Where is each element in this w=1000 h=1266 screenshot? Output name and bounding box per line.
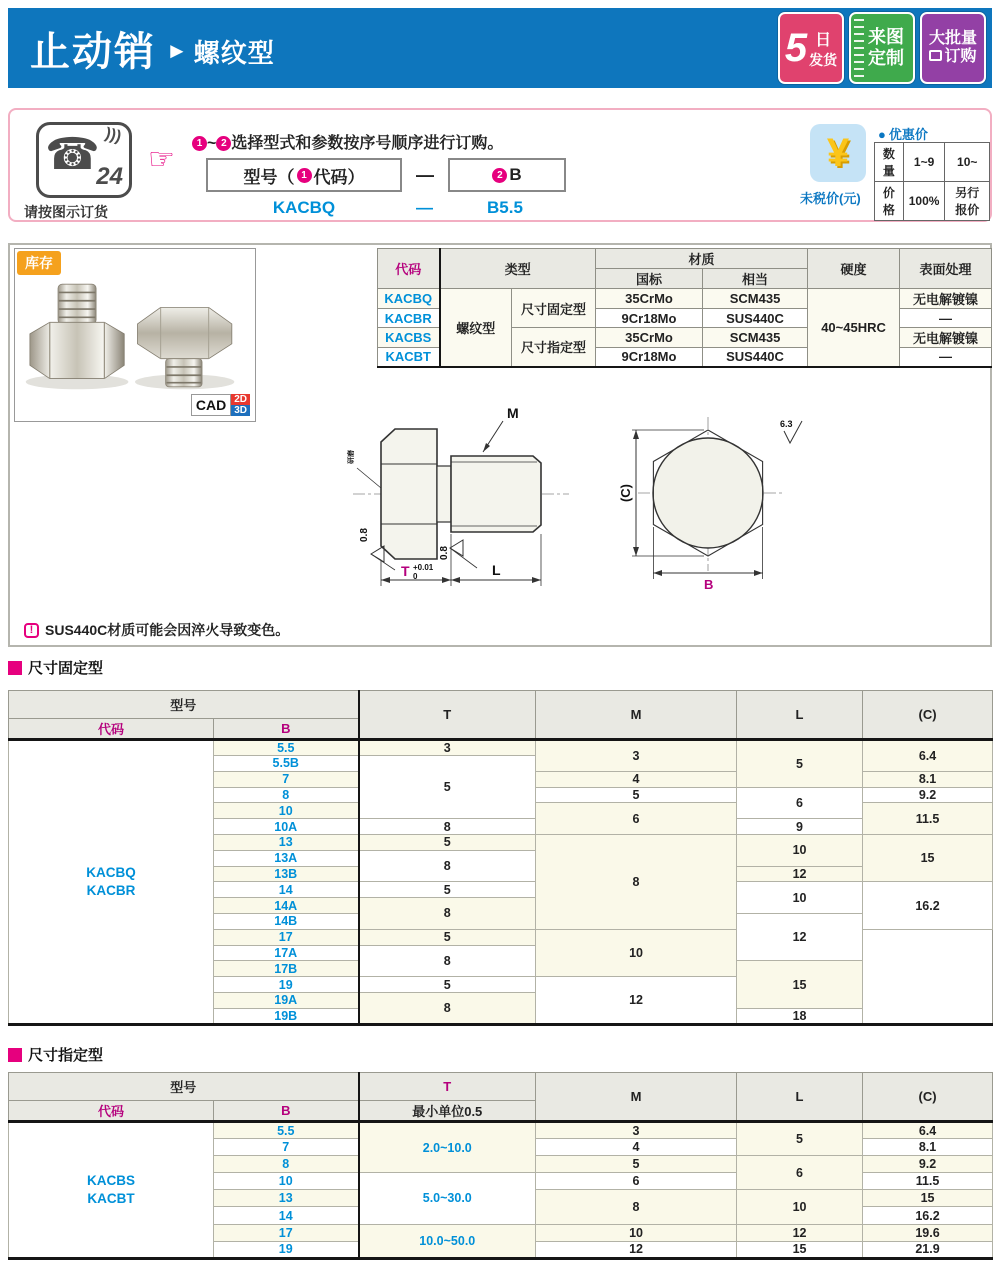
- mat-type-value: 螺纹型: [440, 289, 512, 367]
- l-value: 10: [737, 834, 863, 866]
- c-value: 16.2: [863, 882, 993, 929]
- m-value: 5: [536, 1156, 737, 1173]
- badge-bulk-line2: 订购: [944, 48, 977, 65]
- mat-code-kacbt[interactable]: KACBT: [378, 348, 440, 367]
- dim-label-l: L: [492, 562, 501, 578]
- order-by-diagram-label: 请按图示订货: [24, 204, 108, 220]
- mat-header-hardness: 硬度: [808, 249, 900, 289]
- tax-note: 未税价(元): [800, 191, 861, 206]
- cad-3d-label[interactable]: 3D: [231, 405, 250, 416]
- t2-header-t: T: [359, 1073, 536, 1101]
- cad-2d-label[interactable]: 2D: [231, 394, 250, 405]
- model-number-builder: [206, 158, 566, 192]
- qty-range-2: 10~: [945, 143, 990, 182]
- b-value[interactable]: 13: [214, 834, 359, 850]
- mat-code-kacbs[interactable]: KACBS: [378, 328, 440, 348]
- badge-bulk-order: [920, 12, 986, 84]
- t1-header-m: M: [536, 691, 737, 740]
- l-value: 12: [737, 913, 863, 960]
- t-value: 8: [359, 850, 536, 882]
- t-value: 5: [359, 977, 536, 993]
- m-value: 6: [536, 803, 737, 835]
- mat-gb: 35CrMo: [596, 289, 703, 309]
- t-value: 5: [359, 834, 536, 850]
- example-model-number: [206, 198, 564, 218]
- l-value: 10: [737, 882, 863, 914]
- param-box-label: B: [509, 165, 522, 184]
- b-value[interactable]: 5.5B: [214, 756, 359, 772]
- b-value[interactable]: 17B: [214, 961, 359, 977]
- l-value: 6: [737, 787, 863, 819]
- l-value: 5: [737, 740, 863, 788]
- telephone-icon: ☎: [45, 130, 100, 179]
- qty-range-1: 1~9: [903, 143, 945, 182]
- discount-title-text: 优惠价: [888, 127, 928, 142]
- mat-equiv: SUS440C: [703, 348, 808, 367]
- price-tile: [810, 124, 866, 182]
- dim-label-b: B: [704, 577, 714, 592]
- b-value[interactable]: 19: [214, 977, 359, 993]
- c-value: 16.2: [863, 1207, 993, 1224]
- mat-code-kacbr[interactable]: KACBR: [378, 309, 440, 328]
- l-value: 5: [737, 1122, 863, 1156]
- t-value: 8: [359, 819, 536, 835]
- signal-wave-icon: ))): [103, 125, 124, 146]
- t-value: 3: [359, 740, 536, 756]
- pointing-hand-icon: ☞: [148, 143, 175, 176]
- mat-subtype-fixed: 尺寸固定型: [512, 289, 596, 328]
- dim-label-t: T: [401, 563, 410, 579]
- l-value: 12: [737, 866, 863, 882]
- b-value[interactable]: 17A: [214, 945, 359, 961]
- cad-badge[interactable]: [191, 394, 250, 416]
- mat-subtype-specified: 尺寸指定型: [512, 328, 596, 367]
- b-value[interactable]: 13A: [214, 850, 359, 866]
- m-value: 4: [536, 1139, 737, 1156]
- discount-table: [874, 142, 990, 221]
- page-title: 止动销: [30, 29, 156, 74]
- t2-header-code: 代码: [9, 1101, 214, 1122]
- c-value: 15: [863, 834, 993, 881]
- grind-mark-label: 研磨: [348, 450, 355, 464]
- mat-gb: 9Cr18Mo: [596, 309, 703, 328]
- product-overview-box: [8, 243, 992, 647]
- page-subtitle: 螺纹型: [193, 37, 275, 68]
- badge-5day-shipping: [778, 12, 844, 84]
- cad-label[interactable]: CAD: [191, 394, 231, 416]
- mat-equiv: SUS440C: [703, 309, 808, 328]
- mat-surface: —: [900, 348, 992, 367]
- c-value: 11.5: [863, 1173, 993, 1190]
- b-value[interactable]: 19A: [214, 992, 359, 1008]
- t-value: 8: [359, 992, 536, 1024]
- t1-code-kacbq[interactable]: KACBQ: [86, 865, 136, 881]
- t1-header-t: T: [359, 691, 536, 740]
- mat-gb: 9Cr18Mo: [596, 348, 703, 367]
- t2-header-b: B: [214, 1101, 359, 1122]
- c-value: 15: [863, 1190, 993, 1207]
- note-icon: !: [24, 623, 39, 638]
- l-value: 12: [737, 1224, 863, 1241]
- product-photo: [15, 263, 255, 413]
- t2-header-l: L: [737, 1073, 863, 1122]
- order-sheet-icon: [929, 50, 942, 61]
- mat-header-equiv: 相当: [703, 269, 808, 289]
- t1-header-b: B: [214, 719, 359, 740]
- b-value[interactable]: 10A: [214, 819, 359, 835]
- m-value: 10: [536, 929, 737, 976]
- t2-code-cell[interactable]: [9, 1122, 214, 1259]
- mat-hardness-value: 40~45HRC: [808, 289, 900, 367]
- example-param: B5.5: [487, 198, 523, 217]
- b-value[interactable]: 13B: [214, 866, 359, 882]
- chamfer-left-label: 0.8: [359, 528, 370, 542]
- table-row: [9, 740, 993, 756]
- section-square-icon: [8, 1048, 22, 1062]
- model-box-post: 代码）: [313, 167, 365, 187]
- t1-code-kacbr[interactable]: KACBR: [86, 882, 136, 898]
- model-box-pre: 型号（: [243, 167, 295, 187]
- t2-header-model: 型号: [9, 1073, 359, 1101]
- t-range-value: 10.0~50.0: [359, 1224, 536, 1258]
- b-value[interactable]: 8: [214, 1156, 359, 1173]
- m-value: 3: [536, 740, 737, 772]
- qty-label: 数量: [875, 143, 904, 182]
- discount-title: [878, 124, 928, 143]
- b-value[interactable]: 14: [214, 882, 359, 898]
- b-value[interactable]: 19B: [214, 1008, 359, 1024]
- front-view-drawing: [590, 405, 815, 595]
- c-value: 8.1: [863, 771, 993, 787]
- l-value: 15: [737, 961, 863, 1008]
- specified-type-table: [8, 1072, 993, 1260]
- roughness-label: 6.3: [780, 419, 793, 429]
- section2-title: 尺寸指定型: [28, 1047, 104, 1064]
- material-note: [24, 620, 289, 640]
- m-value: 10: [536, 1224, 737, 1241]
- t-range-value: 2.0~10.0: [359, 1122, 536, 1173]
- badge-bulk-line1: 大批量: [928, 29, 977, 47]
- m-value: 6: [536, 1173, 737, 1190]
- badge-5day-number: 5: [784, 26, 808, 70]
- price-value-2: 另行报价: [945, 182, 990, 221]
- b-value[interactable]: 17: [214, 1224, 359, 1241]
- t1-header-model: 型号: [9, 691, 359, 719]
- title-arrow-icon: ►: [166, 38, 188, 63]
- l-value: 10: [737, 1190, 863, 1224]
- c-value: 21.9: [863, 1241, 993, 1258]
- t-value: 5: [359, 882, 536, 898]
- ordering-instruction: [192, 130, 503, 153]
- mat-surface: 无电解镀镍: [900, 328, 992, 348]
- yen-icon: ¥: [826, 130, 850, 175]
- b-value[interactable]: 7: [214, 771, 359, 787]
- dim-label-c: (C): [618, 483, 633, 503]
- chamfer-right-label: 0.8: [439, 546, 450, 560]
- mat-equiv: SCM435: [703, 328, 808, 348]
- bullet-icon: ●: [878, 127, 886, 142]
- t-value: 5: [359, 756, 536, 819]
- mat-code-kacbq[interactable]: KACBQ: [378, 289, 440, 309]
- side-view-drawing: [337, 402, 577, 597]
- m-value: 5: [536, 787, 737, 803]
- material-table: [377, 248, 992, 368]
- badge-5day-bottom: 发货: [809, 51, 838, 68]
- fixed-type-table: [8, 690, 993, 1026]
- l-value: 15: [737, 1241, 863, 1258]
- t1-header-l: L: [737, 691, 863, 740]
- c-value: 9.2: [863, 787, 993, 803]
- b-value[interactable]: 10: [214, 803, 359, 819]
- b-value[interactable]: 19: [214, 1241, 359, 1258]
- b-value[interactable]: 14: [214, 1207, 359, 1224]
- t2-header-t-unit: 最小单位0.5: [359, 1101, 536, 1122]
- b-value[interactable]: 14B: [214, 913, 359, 929]
- m-value: 12: [536, 1241, 737, 1258]
- b-value[interactable]: 8: [214, 787, 359, 803]
- mat-equiv: SCM435: [703, 289, 808, 309]
- t-range-value: 5.0~30.0: [359, 1173, 536, 1224]
- instruction-tilde: ~: [207, 135, 217, 152]
- mat-header-material: 材质: [596, 249, 808, 269]
- param-box-step2: 2: [492, 168, 507, 183]
- b-value[interactable]: 14A: [214, 898, 359, 914]
- mat-header-code: 代码: [378, 249, 440, 289]
- t1-code-cell[interactable]: [9, 740, 214, 1025]
- badge-custom-line1: 来图: [868, 27, 904, 48]
- section-specified-type: [8, 1044, 103, 1065]
- b-value[interactable]: 5.5: [214, 740, 359, 756]
- price-value-1: 100%: [903, 182, 945, 221]
- m-value: 12: [536, 977, 737, 1025]
- model-dash: —: [416, 164, 434, 185]
- c-value: 11.5: [863, 803, 993, 835]
- mat-header-gb: 国标: [596, 269, 703, 289]
- l-value: 9: [737, 819, 863, 835]
- product-photo-box: [14, 248, 256, 422]
- m-value: 8: [536, 1190, 737, 1224]
- instruction-text: 选择型式和参数按序号顺序进行订购。: [231, 135, 504, 152]
- t1-header-c: (C): [863, 691, 993, 740]
- section1-title: 尺寸固定型: [28, 660, 104, 677]
- b-value[interactable]: 17: [214, 929, 359, 945]
- mat-header-type: 类型: [440, 249, 596, 289]
- t2-header-m: M: [536, 1073, 737, 1122]
- step1-circle: 1: [192, 136, 207, 151]
- section-fixed-type: [8, 657, 103, 678]
- section-square-icon: [8, 661, 22, 675]
- t-value: 5: [359, 929, 536, 945]
- t2-code-kacbs[interactable]: KACBS: [86, 1173, 135, 1189]
- mat-surface: 无电解镀镍: [900, 289, 992, 309]
- l-value: 6: [737, 1156, 863, 1190]
- note-text: SUS440C材质可能会因淬火导致变色。: [45, 622, 290, 638]
- b-value[interactable]: 7: [214, 1139, 359, 1156]
- m-value: 3: [536, 1122, 737, 1139]
- material-row: [378, 289, 992, 309]
- table-row: [9, 1122, 993, 1139]
- badge-custom-line2: 定制: [868, 48, 904, 68]
- b-value[interactable]: 5.5: [214, 1122, 359, 1139]
- model-code-box: [206, 158, 402, 192]
- phone-24-label: 24: [96, 163, 123, 190]
- t-value: 8: [359, 945, 536, 977]
- stock-badge: 库存: [17, 251, 61, 275]
- c-value: 8.1: [863, 1139, 993, 1156]
- service-badges: [778, 12, 986, 84]
- b-value[interactable]: 13: [214, 1190, 359, 1207]
- c-value: 6.4: [863, 1122, 993, 1139]
- badge-custom-drawing: [849, 12, 915, 84]
- l-value: 18: [737, 1008, 863, 1024]
- param-box: [448, 158, 566, 192]
- dim-label-m: M: [507, 405, 519, 421]
- m-value: 8: [536, 834, 737, 929]
- example-dash: —: [416, 198, 433, 217]
- t2-code-kacbt[interactable]: KACBT: [87, 1190, 135, 1206]
- example-code: KACBQ: [272, 198, 336, 217]
- t2-header-c: (C): [863, 1073, 993, 1122]
- c-value: 9.2: [863, 1156, 993, 1173]
- t-value: 8: [359, 898, 536, 930]
- t1-header-code: 代码: [9, 719, 214, 740]
- mat-surface: —: [900, 309, 992, 328]
- t-tolerance-upper: +0.01: [413, 563, 434, 572]
- b-value[interactable]: 10: [214, 1173, 359, 1190]
- price-label: 价格: [875, 182, 904, 221]
- page-header: [8, 8, 992, 88]
- t-tolerance-lower: 0: [413, 572, 418, 581]
- ruler-icon: [854, 19, 864, 81]
- mat-gb: 35CrMo: [596, 328, 703, 348]
- c-value: 6.4: [863, 740, 993, 772]
- ordering-panel: [8, 108, 992, 222]
- c-value: 19.6: [863, 1224, 993, 1241]
- badge-5day-top: 日: [815, 31, 832, 49]
- step2-circle: 2: [216, 136, 231, 151]
- mat-header-surface: 表面处理: [900, 249, 992, 289]
- m-value: 4: [536, 771, 737, 787]
- phone-order-icon: [36, 122, 132, 198]
- model-box-step1: 1: [297, 168, 312, 183]
